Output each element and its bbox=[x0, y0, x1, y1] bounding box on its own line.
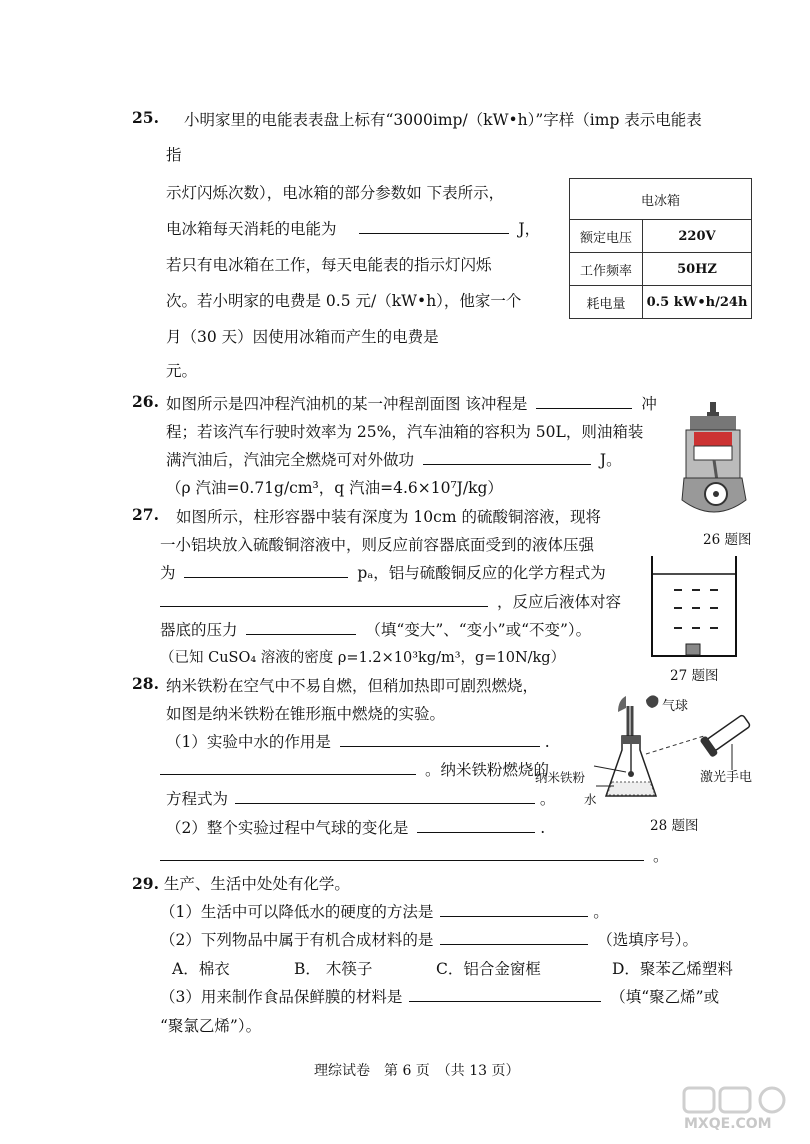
q28-number: 28. bbox=[132, 674, 159, 693]
label-balloon: 气球 bbox=[662, 699, 689, 714]
q29-option-c: C．铝合金窗框 bbox=[436, 960, 541, 978]
table-cell-value: 0.5 kW•h/24h bbox=[643, 286, 752, 319]
q29-title: 生产、生活中处处有化学。 bbox=[163, 875, 350, 893]
fridge-param-table bbox=[569, 178, 752, 319]
q26-number: 26. bbox=[132, 392, 159, 411]
q25-line7: 月（30 天）因使用冰箱而产生的电费是 bbox=[166, 328, 439, 346]
table-cell-label: 额定电压 bbox=[570, 220, 643, 253]
answer-blank[interactable] bbox=[246, 620, 356, 635]
q26-line2: 程；若该汽车行驶时效率为 25%，汽车油箱的容积为 50L，则油箱装 bbox=[166, 423, 644, 441]
q29-title-line bbox=[132, 872, 350, 894]
q28-line2: 如图是纳米铁粉在锥形瓶中燃烧的实验。 bbox=[166, 705, 446, 723]
q26-line3: 满汽油后，汽油完全燃烧可对外做功 J。 bbox=[166, 451, 622, 469]
table-cell-value: 50HZ bbox=[643, 253, 752, 286]
q29-line1: （1）生活中可以降低水的硬度的方法是 。 bbox=[160, 903, 609, 921]
container-diagram bbox=[648, 552, 740, 660]
watermark-logo-icon bbox=[680, 1086, 792, 1132]
q27-line3: 为 pₐ，铝与硫酸铜反应的化学方程式为 bbox=[160, 564, 606, 582]
q28-line5: 方程式为 。 bbox=[166, 790, 556, 808]
answer-blank[interactable] bbox=[417, 818, 535, 833]
q29-option-a: A．棉衣 bbox=[172, 960, 230, 978]
answer-blank[interactable] bbox=[409, 987, 601, 1002]
q28-line6: （2）整个实验过程中气球的变化是 . bbox=[166, 819, 546, 837]
label-laser-torch: 激光手电 bbox=[700, 770, 753, 785]
engine-diagram bbox=[676, 402, 756, 522]
q25-line1: 小明家里的电能表表盘上标有“3000imp/（kW•h）”字样（imp 表示电能表 bbox=[184, 111, 702, 129]
q27-line5: 器底的压力 （填“变大”、“变小”或“不变”）。 bbox=[160, 621, 592, 639]
q29-line2: （2）下列物品中属于有机合成材料的是 （选填序号）。 bbox=[160, 931, 699, 949]
q29-line3: （3）用来制作食品保鲜膜的材料是 （填“聚乙烯”或 bbox=[160, 988, 720, 1006]
figure-caption-28: 28 题图 bbox=[650, 818, 699, 834]
q25-line4: 电冰箱每天消耗的电能为 J， bbox=[166, 220, 541, 238]
q28-line4: 。纳米铁粉燃烧的 bbox=[160, 758, 549, 780]
q25-line6: 次。若小明家的电费是 0.5 元/（kW•h），他家一个 bbox=[166, 292, 522, 310]
q29-line4: “聚氯乙烯”）。 bbox=[160, 1017, 262, 1035]
q27-line2: 一小铝块放入硫酸铜溶液中，则反应前容器底面受到的液体压强 bbox=[160, 536, 595, 554]
balloon-shape bbox=[646, 695, 658, 708]
answer-blank[interactable] bbox=[160, 760, 416, 775]
q28-line1: 纳米铁粉在空气中不易自燃，但稍加热即可剧烈燃烧， bbox=[166, 677, 539, 695]
answer-blank[interactable] bbox=[235, 789, 535, 804]
q25-line2: 指 bbox=[166, 146, 182, 164]
table-cell-label: 耗电量 bbox=[570, 286, 643, 319]
answer-blank[interactable] bbox=[160, 846, 644, 861]
table-cell-label: 工作频率 bbox=[570, 253, 643, 286]
table-title: 电冰箱 bbox=[570, 179, 752, 220]
answer-blank[interactable] bbox=[160, 592, 488, 607]
q28-line7: 。 bbox=[160, 844, 668, 866]
answer-blank[interactable] bbox=[184, 563, 348, 578]
q29-option-b: B． 木筷子 bbox=[294, 960, 373, 978]
q29-option-d: D．聚苯乙烯塑料 bbox=[612, 960, 733, 978]
q26-line4: （ρ 汽油=0.71g/cm³，q 汽油=4.6×10⁷J/kg） bbox=[166, 479, 503, 497]
torch-shape bbox=[699, 711, 753, 758]
answer-blank[interactable] bbox=[423, 450, 591, 465]
q29-number: 29. bbox=[132, 874, 159, 893]
answer-blank[interactable] bbox=[440, 930, 588, 945]
q28-line3: （1）实验中水的作用是 . bbox=[166, 733, 550, 751]
figure-caption-27: 27 题图 bbox=[670, 668, 719, 684]
answer-blank[interactable] bbox=[340, 732, 540, 747]
q27-line6: （已知 CuSO₄ 溶液的密度 ρ=1.2×10³kg/m³，g=10N/kg） bbox=[160, 650, 566, 666]
figure-caption-26: 26 题图 bbox=[703, 532, 752, 548]
answer-blank[interactable] bbox=[359, 219, 509, 234]
label-nano-iron: 纳米铁粉 bbox=[535, 770, 586, 785]
q26-line1: 如图所示是四冲程汽油机的某一冲程剖面图 该冲程是 冲 bbox=[166, 395, 657, 413]
q27-number: 27. bbox=[132, 505, 159, 524]
page-footer: 理综试卷 第 6 页 （共 13 页） bbox=[314, 1063, 520, 1079]
answer-blank[interactable] bbox=[536, 394, 632, 409]
label-water: 水 bbox=[584, 792, 597, 807]
q25-line3: 示灯闪烁次数），电冰箱的部分参数如 下表所示， bbox=[166, 184, 505, 202]
table-cell-value: 220V bbox=[643, 220, 752, 253]
q25-line5: 若只有电冰箱在工作，每天电能表的指示灯闪烁 bbox=[166, 256, 492, 274]
svg-text:MXQE.COM: MXQE.COM bbox=[684, 1116, 772, 1132]
q25-line8: 元。 bbox=[166, 362, 198, 380]
q27-line4: ，反应后液体对容 bbox=[160, 590, 621, 612]
q27-line1: 如图所示，柱形容器中装有深度为 10cm 的硫酸铜溶液，现将 bbox=[176, 508, 601, 526]
answer-blank[interactable] bbox=[440, 902, 588, 917]
q25-number: 25. bbox=[132, 108, 159, 127]
watermark bbox=[680, 1086, 792, 1136]
